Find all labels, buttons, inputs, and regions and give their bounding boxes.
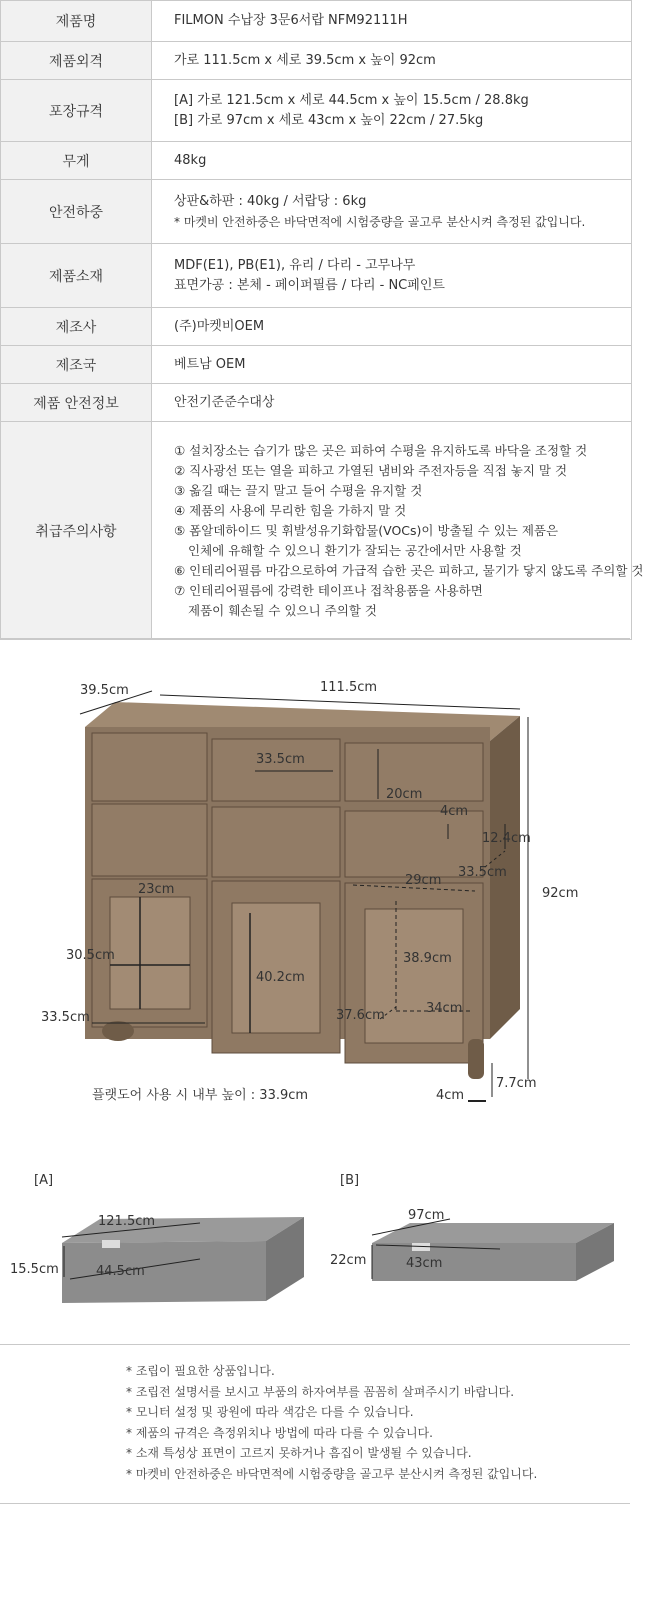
spec-row-weight: [1, 142, 631, 180]
spec-value: 표면가공 : 본체 - 페이퍼필름 / 다리 - NC페인트: [174, 277, 445, 293]
flat-door-note: 플랫도어 사용 시 내부 높이 : 33.9cm: [92, 1088, 309, 1103]
dim-side-12-4: 12.4cm: [482, 831, 531, 846]
caution-item: ② 직사광선 또는 열을 피하고 가열된 냄비와 주전자등을 직접 놓지 말 것: [174, 462, 568, 478]
spec-label: 무게: [1, 142, 152, 180]
spec-label: 포장규격: [1, 80, 152, 142]
spec-label: 취급주의사항: [1, 422, 152, 640]
spec-value: 48kg: [174, 152, 207, 168]
dim-inner-38-9: 38.9cm: [403, 951, 452, 966]
dim-inner-29: 29cm: [405, 873, 442, 888]
spec-value: 안전기준준수대상: [174, 394, 275, 410]
dim-drawer-height: 20cm: [386, 787, 423, 802]
dim-inner-34: 34cm: [426, 1001, 463, 1016]
caution-item: ⑤ 폼알데하이드 및 휘발성유기화합물(VOCs)이 방출될 수 있는 제품은: [174, 522, 559, 538]
dim-gap: 4cm: [440, 804, 469, 819]
spec-value: 가로 111.5cm x 세로 39.5cm x 높이 92cm: [174, 52, 436, 68]
package-b-tag: [B]: [340, 1173, 360, 1188]
dim-drawer-width: 33.5cm: [256, 752, 305, 767]
note-item: * 모니터 설정 및 광원에 따라 색감은 다를 수 있습니다.: [126, 1405, 414, 1419]
package-b-depth: 43cm: [406, 1256, 443, 1271]
caution-item: 제품이 훼손될 수 있으니 주의할 것: [188, 602, 377, 618]
spec-label: 제품소재: [1, 244, 152, 308]
spec-row-caution: [1, 422, 631, 640]
package-b-width: 97cm: [408, 1208, 445, 1223]
dim-width: 111.5cm: [320, 680, 378, 695]
dim-inner-37-6: 37.6cm: [336, 1008, 385, 1023]
caution-item: ⑦ 인테리어필름에 강력한 테이프나 접착용품을 사용하면: [174, 582, 483, 598]
spec-table: [1, 0, 644, 640]
dim-left-33-5: 33.5cm: [41, 1010, 90, 1025]
spec-frame: [0, 0, 644, 640]
package-b-height: 22cm: [330, 1253, 367, 1268]
caution-item: ① 설치장소는 습기가 많은 곳은 피하여 수평을 유지하도록 바닥을 조정할 것: [174, 442, 588, 458]
package-a-depth: 44.5cm: [96, 1264, 145, 1279]
spec-label: 제품 안전정보: [1, 384, 152, 422]
dimension-figure: [0, 638, 630, 1345]
package-a-tag: [A]: [34, 1173, 54, 1188]
spec-label: 안전하중: [1, 180, 152, 244]
cabinet-diagram: [0, 639, 630, 1345]
caution-item: ④ 제품의 사용에 무리한 힘을 가하지 말 것: [174, 502, 407, 518]
dim-side-33-5: 33.5cm: [458, 865, 507, 880]
package-a-height: 15.5cm: [10, 1262, 59, 1277]
notes-section: [0, 1344, 630, 1504]
spec-value: FILMON 수납장 3문6서랍 NFM92111H: [174, 13, 408, 28]
spec-row-material: [1, 244, 631, 308]
dim-door-40-2: 40.2cm: [256, 970, 305, 985]
spec-row-package: [1, 80, 631, 142]
note-item: * 조립전 설명서를 보시고 부품의 하자여부를 꼼꼼히 살펴주시기 바랍니다.: [126, 1384, 515, 1399]
dim-door-30-5: 30.5cm: [66, 948, 115, 963]
spec-label: 제품외격: [1, 42, 152, 80]
note-item: * 마켓비 안전하중은 바닥면적에 시험중량을 골고루 분산시켜 측정된 값입니다.: [126, 1466, 538, 1481]
caution-item: ③ 옮길 때는 끌지 말고 들어 수평을 유지할 것: [174, 482, 423, 498]
note-item: * 소재 특성상 표면이 고르지 못하거나 흠집이 발생될 수 있습니다.: [126, 1446, 472, 1460]
spec-row-load: [1, 180, 631, 244]
spec-row-country: [1, 346, 631, 384]
dim-door-23: 23cm: [138, 882, 175, 897]
spec-label: 제품명: [1, 1, 152, 42]
package-a-width: 121.5cm: [98, 1214, 156, 1229]
spec-label: 제조사: [1, 308, 152, 346]
spec-label: 제조국: [1, 346, 152, 384]
spec-row-safety: [1, 384, 631, 422]
caution-item: ⑥ 인테리어필름 마감으로하여 가급적 습한 곳은 피하고, 물기가 닿지 않도록 주의할 것: [174, 562, 644, 578]
dim-leg-7-7: 7.7cm: [496, 1076, 537, 1091]
spec-value: MDF(E1), PB(E1), 유리 / 다리 - 고무나무: [174, 257, 416, 273]
notes-list: [126, 1361, 537, 1484]
spec-value: 베트남 OEM: [174, 356, 246, 372]
spec-row-size: [1, 42, 631, 80]
dim-leg-4: 4cm: [436, 1088, 465, 1103]
spec-row-name: [1, 1, 631, 42]
package-a-illustration: [62, 1217, 304, 1303]
spec-value: [B] 가로 97cm x 세로 43cm x 높이 22cm / 27.5kg: [174, 112, 484, 128]
spec-value: [A] 가로 121.5cm x 세로 44.5cm x 높이 15.5cm / 28.8kg: [174, 92, 529, 108]
note-item: * 조립이 필요한 상품입니다.: [126, 1364, 275, 1378]
package-b-illustration: [372, 1219, 614, 1281]
spec-note: * 마켓비 안전하중은 바닥면적에 시험중량을 골고루 분산시켜 측정된 값입니다.: [174, 214, 586, 229]
spec-row-maker: [1, 308, 631, 346]
note-item: * 제품의 규격은 측정위치나 방법에 따라 다를 수 있습니다.: [126, 1425, 433, 1440]
spec-value: (주)마켓비OEM: [174, 318, 265, 334]
spec-value: 상판&하판 : 40kg / 서랍당 : 6kg: [174, 193, 367, 209]
caution-item: 인체에 유해할 수 있으니 환기가 잘되는 공간에서만 사용할 것: [188, 542, 522, 558]
dim-height: 92cm: [542, 886, 579, 901]
dim-depth: 39.5cm: [80, 683, 129, 698]
